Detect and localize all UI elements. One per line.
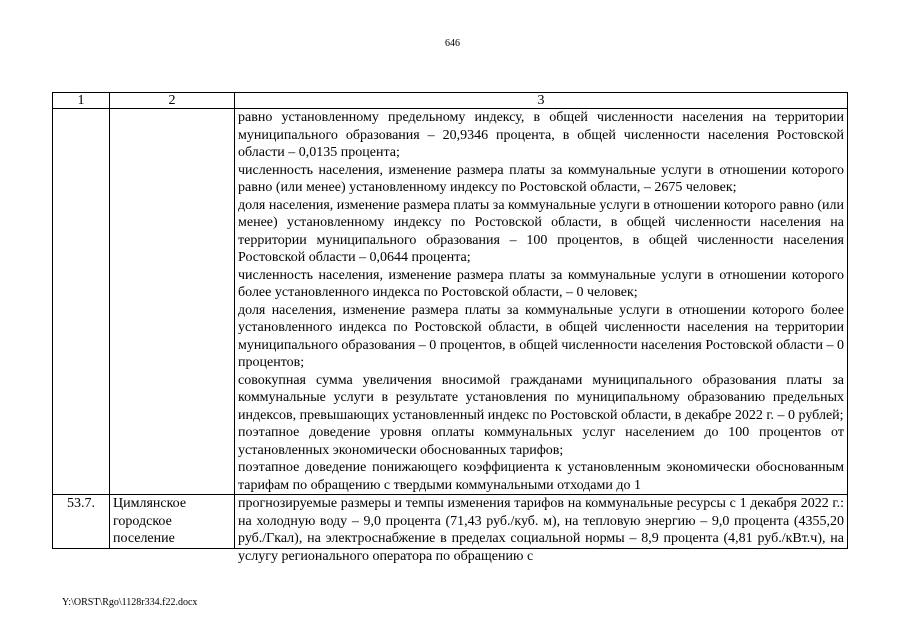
row1-name-cell: [110, 109, 235, 495]
paragraph: численность населения, изменение размера платы за коммунальные услуги в отношении которого равно (или менее) установленному индексу по Ростовской области, – 2675 человек;: [238, 162, 844, 195]
footer-file-path: Y:\ORST\Rgo\1128r334.f22.docx: [62, 597, 198, 608]
header-col-2: 2: [110, 93, 235, 109]
row1-text-cell: [235, 109, 848, 495]
document-table: [52, 92, 848, 564]
row1-number-cell: [53, 109, 110, 495]
header-col-1: 1: [53, 93, 110, 109]
paragraph: равно установленному предельному индексу, в общей численности населения на территории муниципального образования – 20,9346 процента, в общей численности населения Ростовской области – 0,0135 процента;: [238, 110, 844, 160]
paragraph: поэтапное доведение понижающего коэффициента к установленным экономически обоснованным тарифам по обращению с твердыми коммунальными отходами до 1: [238, 460, 844, 493]
page-number: 646: [445, 38, 460, 49]
paragraph: численность населения, изменение размера платы за коммунальные услуги в отношении которого более установленного индекса по Ростовской области, – 0 человек;: [238, 267, 844, 300]
paragraph: доля населения, изменение размера платы за коммунальные услуги в отношении которого равно (или менее) установленному индексу по Ростовской области, в общей численности населения на территории муниципального образования – 100 процентов, в общей численности населения Ростовской области – 0,0644 процента;: [238, 197, 845, 265]
row2-number: 53.7.: [53, 495, 110, 549]
paragraph: поэтапное доведение уровня оплаты коммунальных услуг населением до 100 процентов от установленных экономически обоснованных тарифов;: [238, 425, 844, 458]
table-header-row: [53, 93, 848, 109]
row2-text-cell: [235, 495, 848, 564]
table-row: [53, 495, 848, 549]
table-row: [53, 109, 848, 495]
paragraph: доля населения, изменение размера платы за коммунальные услуги в отношении которого более установленного индекса по Ростовской области, в общей численности населения на территории муниципального образования – 0 процентов, в общей численности населения Ростовской области – 0 процентов;: [238, 302, 844, 370]
row2-name: Цимлянское городское поселение: [110, 495, 235, 549]
paragraph: прогнозируемые размеры и темпы изменения тарифов на коммунальные ресурсы с 1 декабря 2022 г.: на холодную воду – 9,0 процента (71,43 руб./куб. м), на тепловую энергию – 9,0 процента (4355,20 руб./Гкал), на электроснабжение в пределах социальной нормы – 8,9 процента (4,81 руб./кВт.ч), на услугу регионального оператора по обращению с: [238, 496, 844, 564]
paragraph: совокупная сумма увеличения вносимой гражданами муниципального образования платы за коммунальные услуги в результате установления по муниципальному образованию предельных индексов, превышающих установленный индекс по Ростовской области, в декабре 2022 г. – 0 рублей;: [238, 372, 844, 423]
header-col-3: 3: [235, 93, 848, 109]
